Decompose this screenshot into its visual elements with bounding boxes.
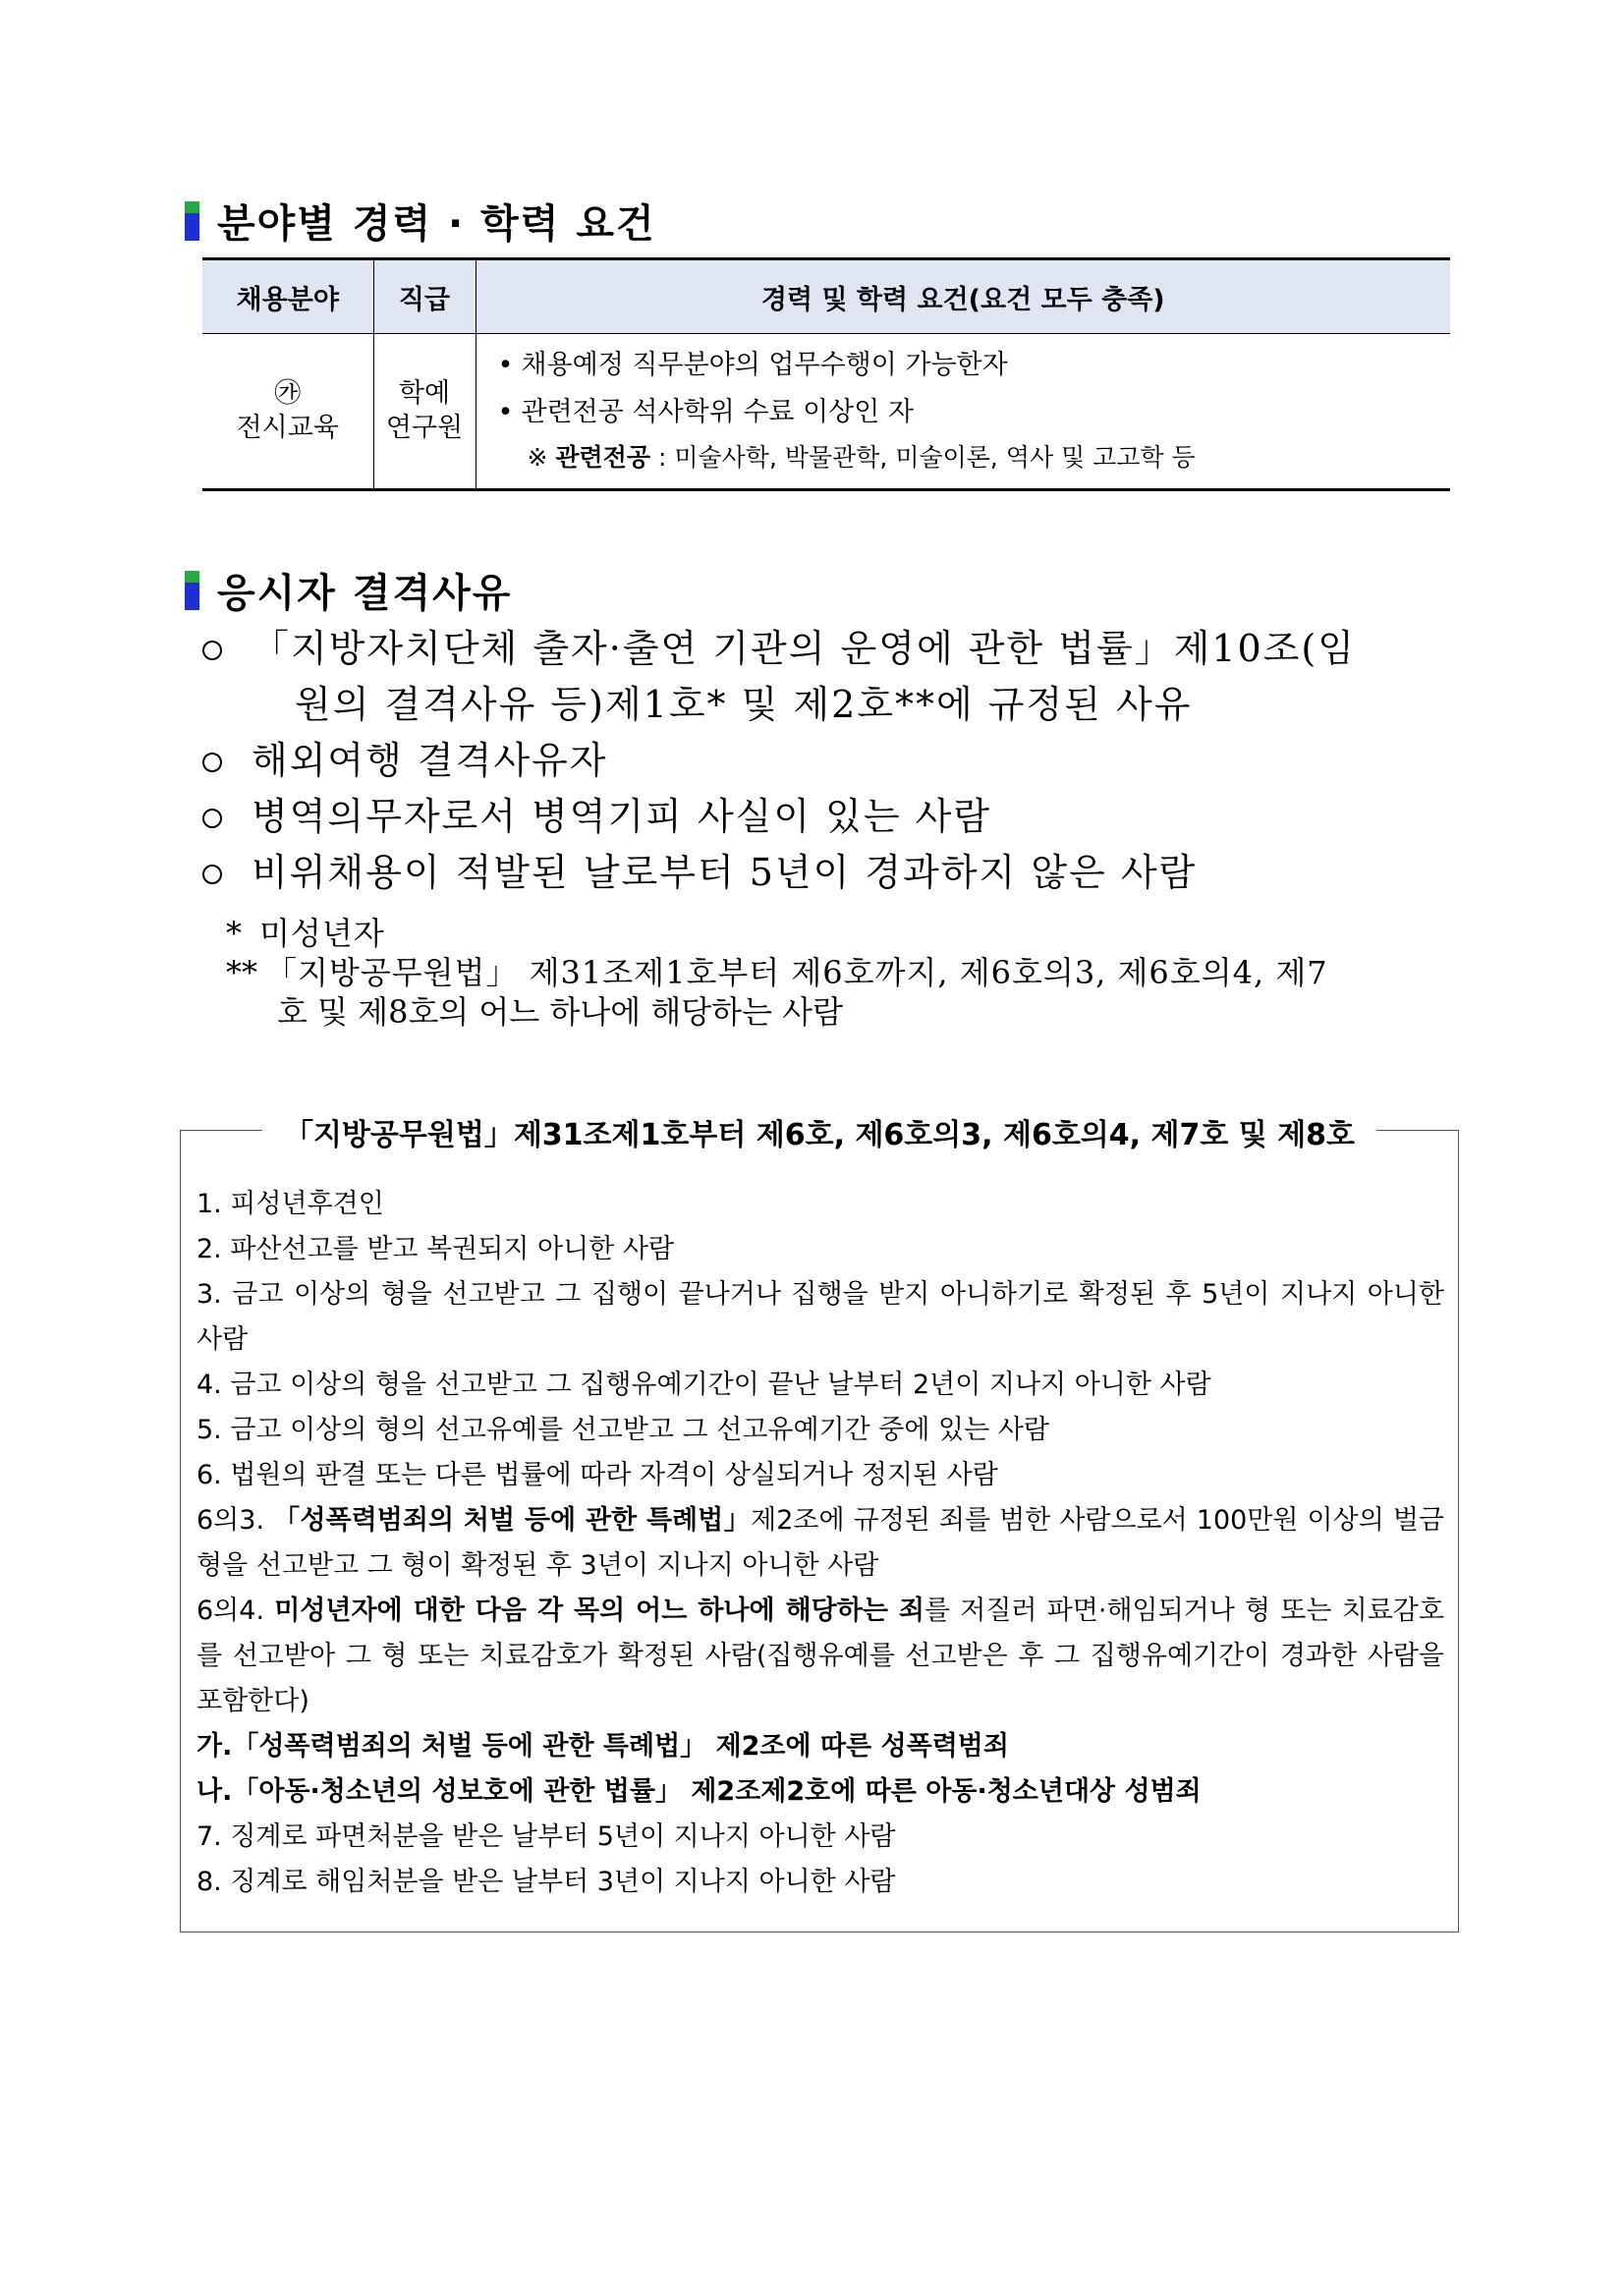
field-mark: ㉮ [274, 378, 302, 410]
rank-cell [373, 334, 476, 490]
header-rank: 직급 [373, 259, 476, 334]
note-label: 관련전공 [555, 443, 651, 473]
heading-marker-icon [185, 201, 199, 241]
section-heading-disqualification [185, 562, 512, 618]
field-cell [202, 334, 373, 490]
law-excerpt-box [180, 1118, 1459, 1932]
requirement-item: • 관련전공 석사학위 수료 이상인 자 [498, 389, 1451, 436]
list-item: 6의3. 「성폭력범죄의 처벌 등에 관한 특례법」제2조에 규정된 죄를 범한 사람으로서 100만원 이상의 벌금형을 선고받고 그 형이 확정된 후 3년이 지나지 아니한 사람 [196, 1505, 1444, 1581]
footnote-mark: * [226, 915, 242, 952]
header-requirements: 경력 및 학력 요건(요건 모두 충족) [476, 259, 1450, 334]
requirement-item: • 채용예정 직무분야의 업무수행이 가능한자 [498, 342, 1451, 389]
list-item: 7. 징계로 파면처분을 받은 날부터 5년이 지나지 아니한 사람 [196, 1821, 896, 1852]
section-title: 응시자 결격사유 [217, 571, 513, 616]
list-item: 8. 징계로 해임처분을 받은 날부터 3년이 지나지 아니한 사람 [196, 1867, 896, 1897]
requirements-cell [476, 334, 1450, 490]
section-title: 분야별 경력 · 학력 요건 [217, 201, 656, 247]
rank-line1: 학예 [398, 378, 451, 410]
section-heading-requirements [185, 193, 656, 249]
requirements-table [202, 257, 1450, 491]
list-item: 4. 금고 이상의 형을 선고받고 그 집행유예기간이 끝난 날부터 2년이 지나지 아니한 사람 [196, 1370, 1211, 1400]
note-text: : 미술사학, 박물관학, 미술이론, 역사 및 고고학 등 [657, 443, 1196, 473]
bullet-icon: • [497, 397, 514, 428]
footnote-mark: ** [226, 954, 257, 991]
list-item: 2. 파산선고를 받고 복권되지 아니한 사람 [196, 1234, 674, 1264]
bullet-icon: • [497, 350, 514, 380]
footnote: ** 「지방공무원법」 제31조제1호부터 제6호까지, 제6호의3, 제6호의4, 제7 [226, 954, 1328, 991]
footnotes [226, 914, 1474, 1032]
rank-line2: 연구원 [385, 413, 464, 444]
list-item: 병역의무자로서 병역기피 사실이 있는 사람 [202, 789, 1460, 845]
footnote-continuation: 호 및 제8호의 어느 하나에 해당하는 사람 [277, 993, 843, 1031]
law-box-title: 「지방공무원법」제31조제1호부터 제6호, 제6호의3, 제6호의4, 제7호 및 제8호 [262, 1110, 1376, 1153]
table-row [202, 334, 1450, 490]
circle-bullet-icon [202, 641, 222, 660]
list-item: 해외여행 결격사유자 [202, 733, 1460, 789]
circle-bullet-icon [202, 753, 222, 772]
list-item: 「지방자치단체 출자·출연 기관의 운영에 관한 법률」제10조(임 원의 결격사유 등)제1호* 및 제2호**에 규정된 사유 [202, 621, 1460, 733]
list-item: 1. 피성년후견인 [196, 1189, 384, 1219]
disqualification-list [202, 621, 1460, 901]
list-item: 6. 법원의 판결 또는 다른 법률에 따라 자격이 상실되거나 정지된 사람 [196, 1460, 998, 1490]
sub-item: 나.「아동·청소년의 성보호에 관한 법률」 제2조제2호에 따른 아동·청소년대상 성범죄 [196, 1776, 1202, 1807]
list-item: 비위채용이 적발된 날로부터 5년이 경과하지 않은 사람 [202, 845, 1460, 901]
field-name: 전시교육 [236, 413, 339, 444]
sub-item: 가.「성폭력범죄의 처벌 등에 관한 특례법」 제2조에 따른 성폭력범죄 [196, 1731, 1009, 1762]
law-item-list [196, 1182, 1444, 1905]
related-major-note [498, 436, 1451, 480]
footnote: * 미성년자 [226, 915, 385, 952]
circle-bullet-icon [202, 809, 222, 828]
header-field: 채용분야 [202, 259, 373, 334]
circle-bullet-icon [202, 865, 222, 884]
heading-marker-icon [185, 571, 199, 610]
note-mark-icon: ※ [527, 443, 548, 473]
list-item: 6의4. 미성년자에 대한 다음 각 목의 어느 하나에 해당하는 죄를 저질러 파면·해임되거나 형 또는 치료감호를 선고받아 그 형 또는 치료감호가 확정된 사람(집행유예를 선고받은 후 그 집행유예기간이 경과한 사람을 포함한다) [196, 1596, 1444, 1716]
list-item: 5. 금고 이상의 형의 선고유예를 선고받고 그 선고유예기간 중에 있는 사람 [196, 1415, 1049, 1445]
table-header-row [202, 259, 1450, 334]
list-item: 3. 금고 이상의 형을 선고받고 그 집행이 끝나거나 집행을 받지 아니하기로 확정된 후 5년이 지나지 아니한 사람 [196, 1279, 1444, 1355]
